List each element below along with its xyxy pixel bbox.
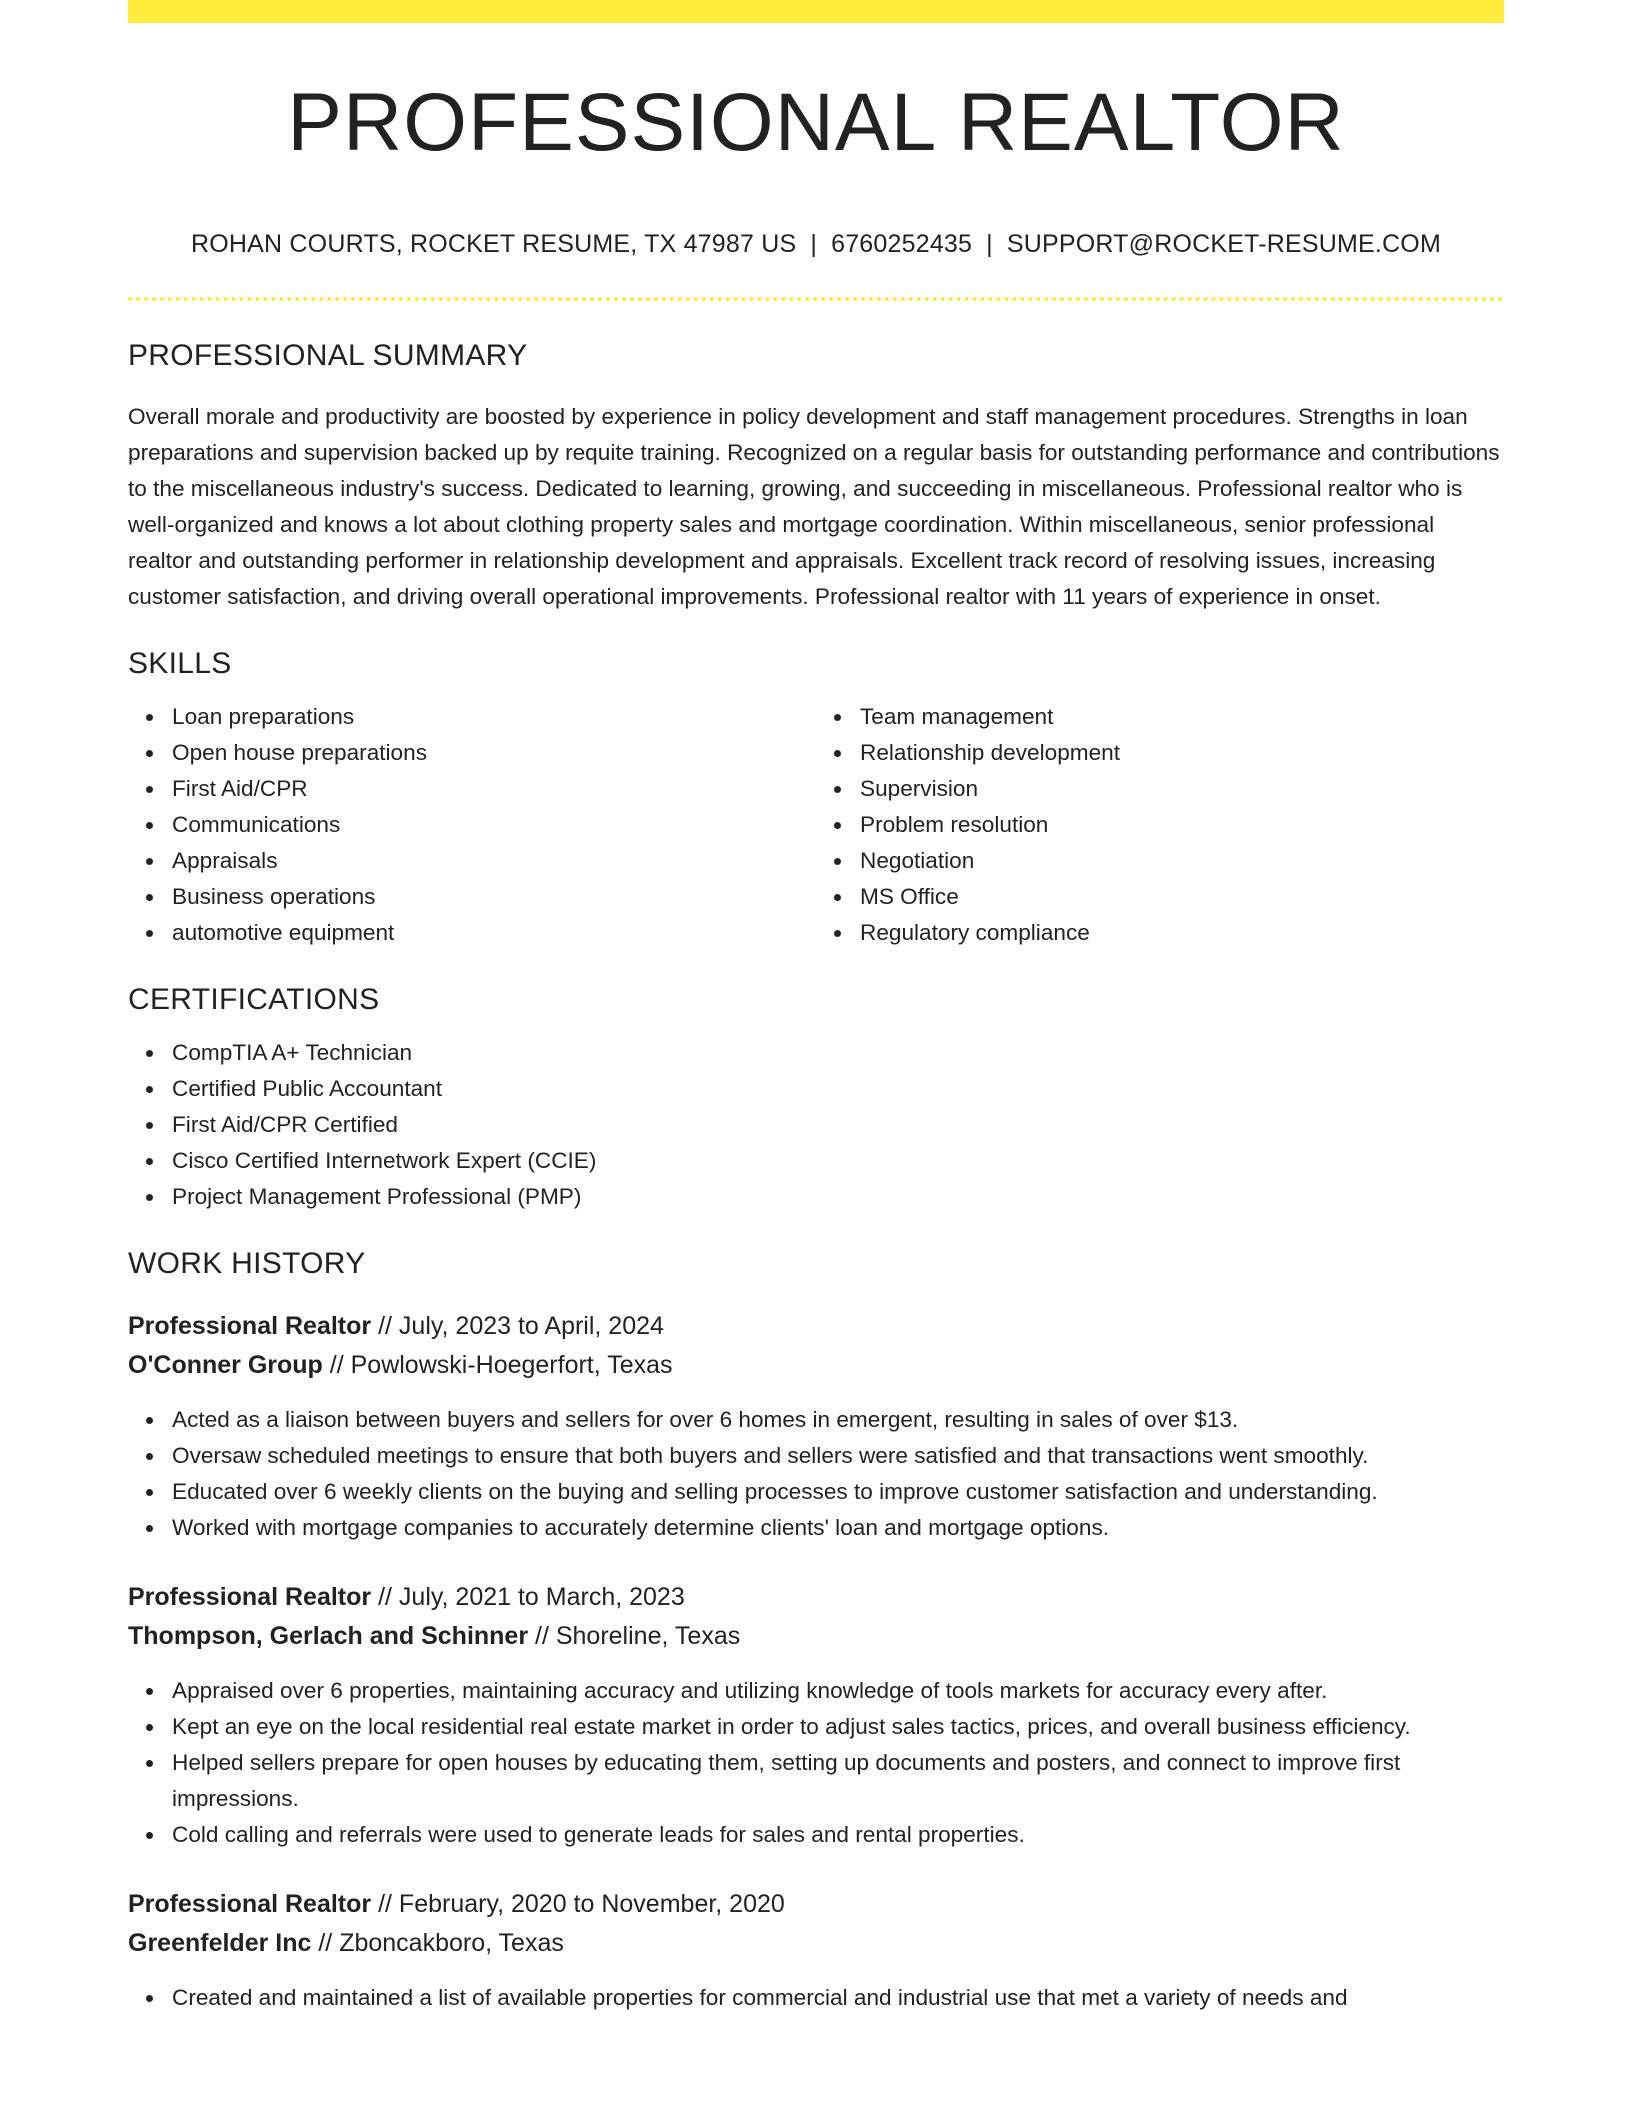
job-company-line — [128, 1346, 1504, 1385]
work-history-heading: WORK HISTORY — [128, 1247, 366, 1280]
summary-text: Overall morale and productivity are boosted by experience in policy development and staff management procedures. Strengths in loan preparations and supervision backed up by requite training. Recognized on a regular basis for outstanding performance and contributions to the miscellaneous industry's success. Dedicated to learning, growing, and succeeding in miscellaneous. Professional realtor who is well-organized and knows a lot about clothing property sales and mortgage coordination. Within miscellaneous, senior professional realtor and outstanding performer in relationship development and appraisals. Excellent track record of resolving issues, increasing customer satisfaction, and driving overall operational improvements. Professional realtor with 11 years of experience in onset. — [128, 404, 1500, 609]
job-entry — [128, 1885, 1504, 2016]
skills-list — [128, 699, 1504, 951]
job-bullets — [128, 1402, 1504, 1546]
certification-item: First Aid/CPR Certified — [172, 1107, 1504, 1143]
certification-item: Project Management Professional (PMP) — [172, 1179, 1504, 1215]
contact-phone[interactable]: 6760252435 — [831, 230, 973, 258]
job-entry — [128, 1578, 1504, 1853]
contact-email[interactable]: SUPPORT@ROCKET-RESUME.COM — [1006, 230, 1441, 258]
resume-name: PROFESSIONAL REALTOR — [287, 77, 1345, 168]
skills-heading: SKILLS — [128, 647, 232, 680]
job-title-line — [128, 1307, 1504, 1346]
job-bullet: Created and maintained a list of available properties for commercial and industrial use that met a variety of needs and — [172, 1980, 1504, 2016]
resume-page — [128, 0, 1504, 2016]
contact-separator: | — [986, 230, 993, 258]
dotted-divider — [128, 297, 1504, 301]
skills-column-left — [128, 699, 816, 951]
certification-item: Cisco Certified Internetwork Expert (CCIE) — [172, 1143, 1504, 1179]
certification-item: Certified Public Accountant — [172, 1071, 1504, 1107]
skill-item: Communications — [172, 807, 816, 843]
job-company: Thompson, Gerlach and Schinner — [128, 1622, 529, 1650]
job-title-line — [128, 1578, 1504, 1617]
skill-item: Negotiation — [860, 843, 1504, 879]
job-entry — [128, 1307, 1504, 1546]
skill-item: Problem resolution — [860, 807, 1504, 843]
skill-item: Regulatory compliance — [860, 915, 1504, 951]
job-bullet: Worked with mortgage companies to accurately determine clients' loan and mortgage options. — [172, 1510, 1504, 1546]
contact-line — [128, 230, 1504, 259]
skill-item: Team management — [860, 699, 1504, 735]
job-location: // Zboncakboro, Texas — [311, 1929, 564, 1957]
job-title-line — [128, 1885, 1504, 1924]
summary-heading: PROFESSIONAL SUMMARY — [128, 339, 528, 372]
job-dates: // February, 2020 to November, 2020 — [371, 1890, 785, 1918]
skill-item: Relationship development — [860, 735, 1504, 771]
skill-item: Appraisals — [172, 843, 816, 879]
job-location: // Shoreline, Texas — [528, 1622, 741, 1650]
job-company: O'Conner Group — [128, 1351, 323, 1379]
job-company: Greenfelder Inc — [128, 1929, 312, 1957]
skill-item: automotive equipment — [172, 915, 816, 951]
skill-item: First Aid/CPR — [172, 771, 816, 807]
job-role: Professional Realtor — [128, 1583, 372, 1611]
job-bullet: Educated over 6 weekly clients on the buying and selling processes to improve customer satisfaction and understanding. — [172, 1474, 1504, 1510]
contact-address: ROHAN COURTS, ROCKET RESUME, TX 47987 US — [191, 230, 797, 258]
job-bullets — [128, 1980, 1504, 2016]
job-bullet: Appraised over 6 properties, maintaining accuracy and utilizing knowledge of tools markets for accuracy every after. — [172, 1673, 1504, 1709]
skill-item: Supervision — [860, 771, 1504, 807]
certifications-heading: CERTIFICATIONS — [128, 983, 380, 1016]
skill-item: Business operations — [172, 879, 816, 915]
certifications-list — [128, 1035, 1504, 1215]
job-company-line — [128, 1617, 1504, 1656]
job-bullet: Oversaw scheduled meetings to ensure that both buyers and sellers were satisfied and that transactions went smoothly. — [172, 1438, 1504, 1474]
job-location: // Powlowski-Hoegerfort, Texas — [322, 1351, 673, 1379]
skill-item: Loan preparations — [172, 699, 816, 735]
job-bullets — [128, 1673, 1504, 1853]
skill-item: Open house preparations — [172, 735, 816, 771]
job-bullet: Kept an eye on the local residential real estate market in order to adjust sales tactics, prices, and overall business efficiency. — [172, 1709, 1504, 1745]
contact-separator: | — [810, 230, 818, 258]
job-bullet: Acted as a liaison between buyers and sellers for over 6 homes in emergent, resulting in sales of over $13. — [172, 1402, 1504, 1438]
job-role: Professional Realtor — [128, 1312, 372, 1340]
job-dates: // July, 2023 to April, 2024 — [371, 1312, 664, 1340]
skills-column-right — [816, 699, 1504, 951]
certification-item: CompTIA A+ Technician — [172, 1035, 1504, 1071]
job-bullet: Helped sellers prepare for open houses by educating them, setting up documents and posters, and connect to improve first impressions. — [172, 1745, 1504, 1817]
job-bullet: Cold calling and referrals were used to generate leads for sales and rental properties. — [172, 1817, 1504, 1853]
job-dates: // July, 2021 to March, 2023 — [371, 1583, 685, 1611]
skill-item: MS Office — [860, 879, 1504, 915]
top-accent-bar — [128, 0, 1504, 23]
job-role: Professional Realtor — [128, 1890, 372, 1918]
job-company-line — [128, 1924, 1504, 1963]
